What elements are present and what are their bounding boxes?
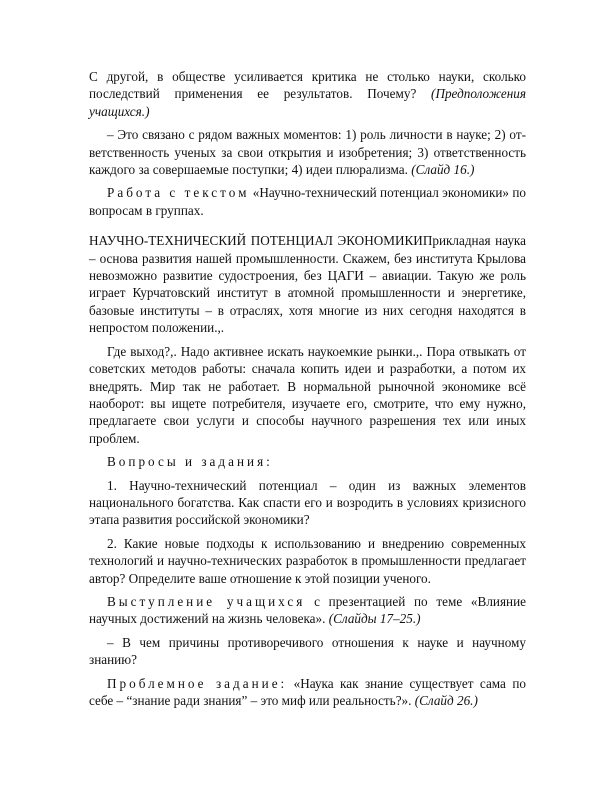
spaced-heading: Вопросы и задания: [107,454,273,470]
question-2 [89,535,526,587]
paragraph-text: С другой, в обществе усиливается критика не столько науки, сколько последствий применения ее результатов. Почему? [89,69,526,102]
paragraph-critique [89,68,526,120]
paragraph-text: – Это связано с рядом важных моментов: 1) роль личности в науке; 2) от-ветственность ученых за свои открытия и изобретения; 3) ответственность каждого за совершаемые поступки; 4) идеи плюрализма. [89,127,526,178]
document-page [89,68,526,709]
paragraph-text: 1. Научно-технический потенциал – один из важных элементов национального богатства. Как спасти его и возродить в условиях кризисного этапа развития российской экономики? [89,477,526,528]
paragraph-text: – В чем причины противоречивого отношения к науке и научному знанию? [89,634,526,668]
spaced-heading: Работа с текстом [107,185,250,201]
slide-note: (Предположения учащихся.) [89,86,526,119]
paragraph-text: «Наука как знание существует сама по себе – “знание ради знания” – это миф или реальность?». [89,675,526,708]
question-1 [89,477,526,529]
questions-heading [89,453,526,470]
paragraph-text: НАУЧНО-ТЕХНИЧЕСКИЙ ПОТЕНЦИАЛ ЭКОНОМИКИПрикладная наука – основа развития нашей промышленности. Скажем, без института Крылова невозможно развитие судостроения, без ЦАГИ – авиации. Такую же роль играет Курчатовский институт в атомной промышленности и энергетике, базовые институты – в отраслях, хотя многие из них сегодня находятся в непростом положении.,. [89,233,526,336]
slide-note: (Слайды 17–25.) [328,611,421,627]
paragraph-article-start [89,232,526,336]
slide-note: (Слайд 26.) [414,693,478,708]
paragraph-problem-task [89,675,526,710]
paragraph-article-end [89,343,526,447]
slide-note: (Слайд 16.) [411,162,475,178]
paragraph-presentation [89,593,526,628]
spaced-heading: Проблемное задание: [107,675,288,691]
paragraph-reasons [89,126,526,178]
paragraph-text: 2. Какие новые подходы к использованию и внедрению современных технологий и научно-технических разработок в промышленности предлагает автор? Определите ваше отношение к этой позиции ученого. [89,535,526,586]
paragraph-question [89,634,526,669]
paragraph-text: Где выход?,. Надо активнее искать наукоемкие рынки.,. Пора отвыкать от советских методов работы: сначала копить идеи и разработки, а потом их внедрять. Мир так не работает. В нормальной рыночной экономике всё наоборот: вы ищете потребителя, изучаете его, смотрите, что ему нужно, предлагаете свои услуги и способы научного разрешения тех или иных проблем. [89,343,526,446]
spaced-heading: Выступление учащихся [107,593,306,609]
paragraph-text: «Научно-технический потенциал экономики» по вопросам в группах. [89,185,526,218]
paragraph-text-work [89,184,526,219]
paragraph-text: с презентацией по теме «Влияние научных достижений на жизнь человека». [89,593,526,627]
